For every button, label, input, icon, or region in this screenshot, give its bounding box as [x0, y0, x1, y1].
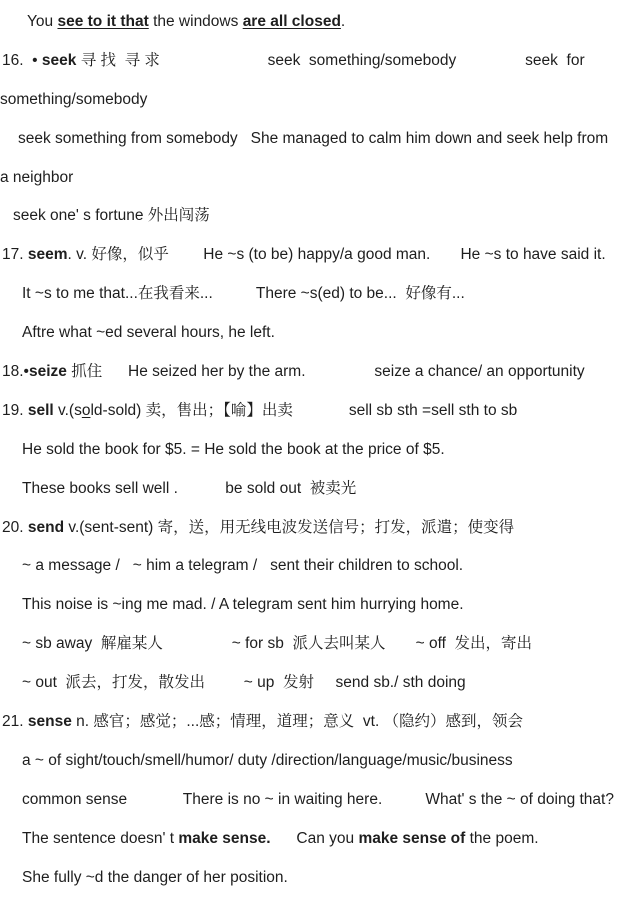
text-segment: .: [340, 13, 346, 30]
text-line: [0, 3, 640, 42]
text-line: [0, 820, 640, 859]
text-line: [0, 431, 640, 470]
emphasized-text: seem: [27, 246, 68, 264]
emphasized-text: o: [81, 401, 91, 419]
text-segment: Aftre what ~ed several hours, he left.: [22, 324, 275, 342]
text-segment: v.(sent-sent) 寄，送，用无线电波发送信号；打发，派遣；使变得: [64, 518, 515, 536]
text-line: [0, 703, 640, 742]
text-segment: 19.: [2, 401, 28, 419]
text-line: [0, 353, 640, 392]
text-segment: 18.•: [2, 363, 29, 381]
text-segment: This noise is ~ing me mad. / A telegram sent him hurrying home.: [22, 596, 464, 614]
text-segment: the windows: [148, 13, 243, 30]
emphasized-text: sense: [27, 713, 72, 731]
text-segment: He sold the book for $5. = He sold the book at the price of $5.: [22, 440, 445, 458]
text-segment: common sense There is no ~ in waiting here. What' s the ~ of doing that?: [22, 790, 614, 808]
text-segment: She fully ~d the danger of her position.: [22, 868, 288, 886]
emphasized-text: seize: [28, 363, 67, 381]
text-line: [0, 509, 640, 548]
text-segment: You: [27, 13, 58, 30]
text-segment: ld-sold) 卖，售出；【喻】出卖 sell sb sth =sell sth to sb: [90, 401, 518, 419]
text-line: [0, 664, 640, 703]
emphasized-text: see to it that: [57, 13, 149, 30]
text-segment: . v. 好像，似乎 He ~s (to be) happy/a good man. He ~s to have said it.: [67, 246, 606, 264]
text-segment: ~ a message / ~ him a telegram / sent their children to school.: [22, 557, 464, 575]
text-line: [0, 120, 640, 159]
text-line: [0, 859, 640, 898]
text-line: [0, 742, 640, 781]
text-line: [0, 586, 640, 625]
emphasized-text: make sense of: [358, 829, 466, 847]
text-segment: It ~s to me that...在我看来... There ~s(ed) to be... 好像有...: [22, 285, 465, 303]
emphasized-text: make sense.: [178, 829, 271, 847]
text-segment: 17.: [2, 246, 28, 264]
text-line: [0, 314, 640, 353]
text-segment: a neighbor: [0, 168, 74, 186]
text-segment: seek something from somebody She managed to calm him down and seek help from: [18, 129, 609, 147]
text-segment: 寻 找 寻 求 seek something/somebody seek for: [76, 51, 585, 69]
text-segment: Can you: [270, 829, 359, 847]
text-segment: 16. •: [2, 51, 42, 69]
text-segment: something/somebody: [0, 90, 148, 108]
text-line: [0, 81, 640, 120]
text-segment: a ~ of sight/touch/smell/humor/ duty /direction/language/music/business: [22, 751, 513, 769]
text-segment: These books sell well . be sold out 被卖光: [22, 479, 357, 497]
text-segment: the poem.: [465, 829, 539, 847]
emphasized-text: are all closed: [242, 13, 341, 30]
text-segment: The sentence doesn' t: [22, 829, 179, 847]
text-line: [0, 781, 640, 820]
text-segment: ~ sb away 解雇某人 ~ for sb 派人去叫某人 ~ off 发出，寄出: [22, 635, 533, 653]
text-line: [0, 275, 640, 314]
text-line: [0, 470, 640, 509]
emphasized-text: seek: [41, 51, 77, 69]
text-segment: 21.: [2, 713, 28, 731]
text-segment: 抓住 He seized her by the arm. seize a chance/ an opportunity: [66, 363, 585, 381]
text-line: [0, 42, 640, 81]
text-line: [0, 392, 640, 431]
emphasized-text: send: [27, 518, 65, 536]
text-line: [0, 159, 640, 198]
text-segment: ~ out 派去，打发，散发出 ~ up 发射 send sb./ sth doing: [22, 674, 466, 692]
text-line: [0, 625, 640, 664]
text-segment: seek one' s fortune 外出闯荡: [13, 207, 210, 225]
text-segment: 20.: [2, 518, 28, 536]
text-segment: v.(s: [53, 401, 82, 419]
emphasized-text: sell: [27, 401, 54, 419]
text-line: [0, 197, 640, 236]
text-segment: n. 感官；感觉；...感；情理，道理；意义 vt. （隐约）感到，领会: [71, 713, 524, 731]
text-line: [0, 547, 640, 586]
text-line: [0, 236, 640, 275]
